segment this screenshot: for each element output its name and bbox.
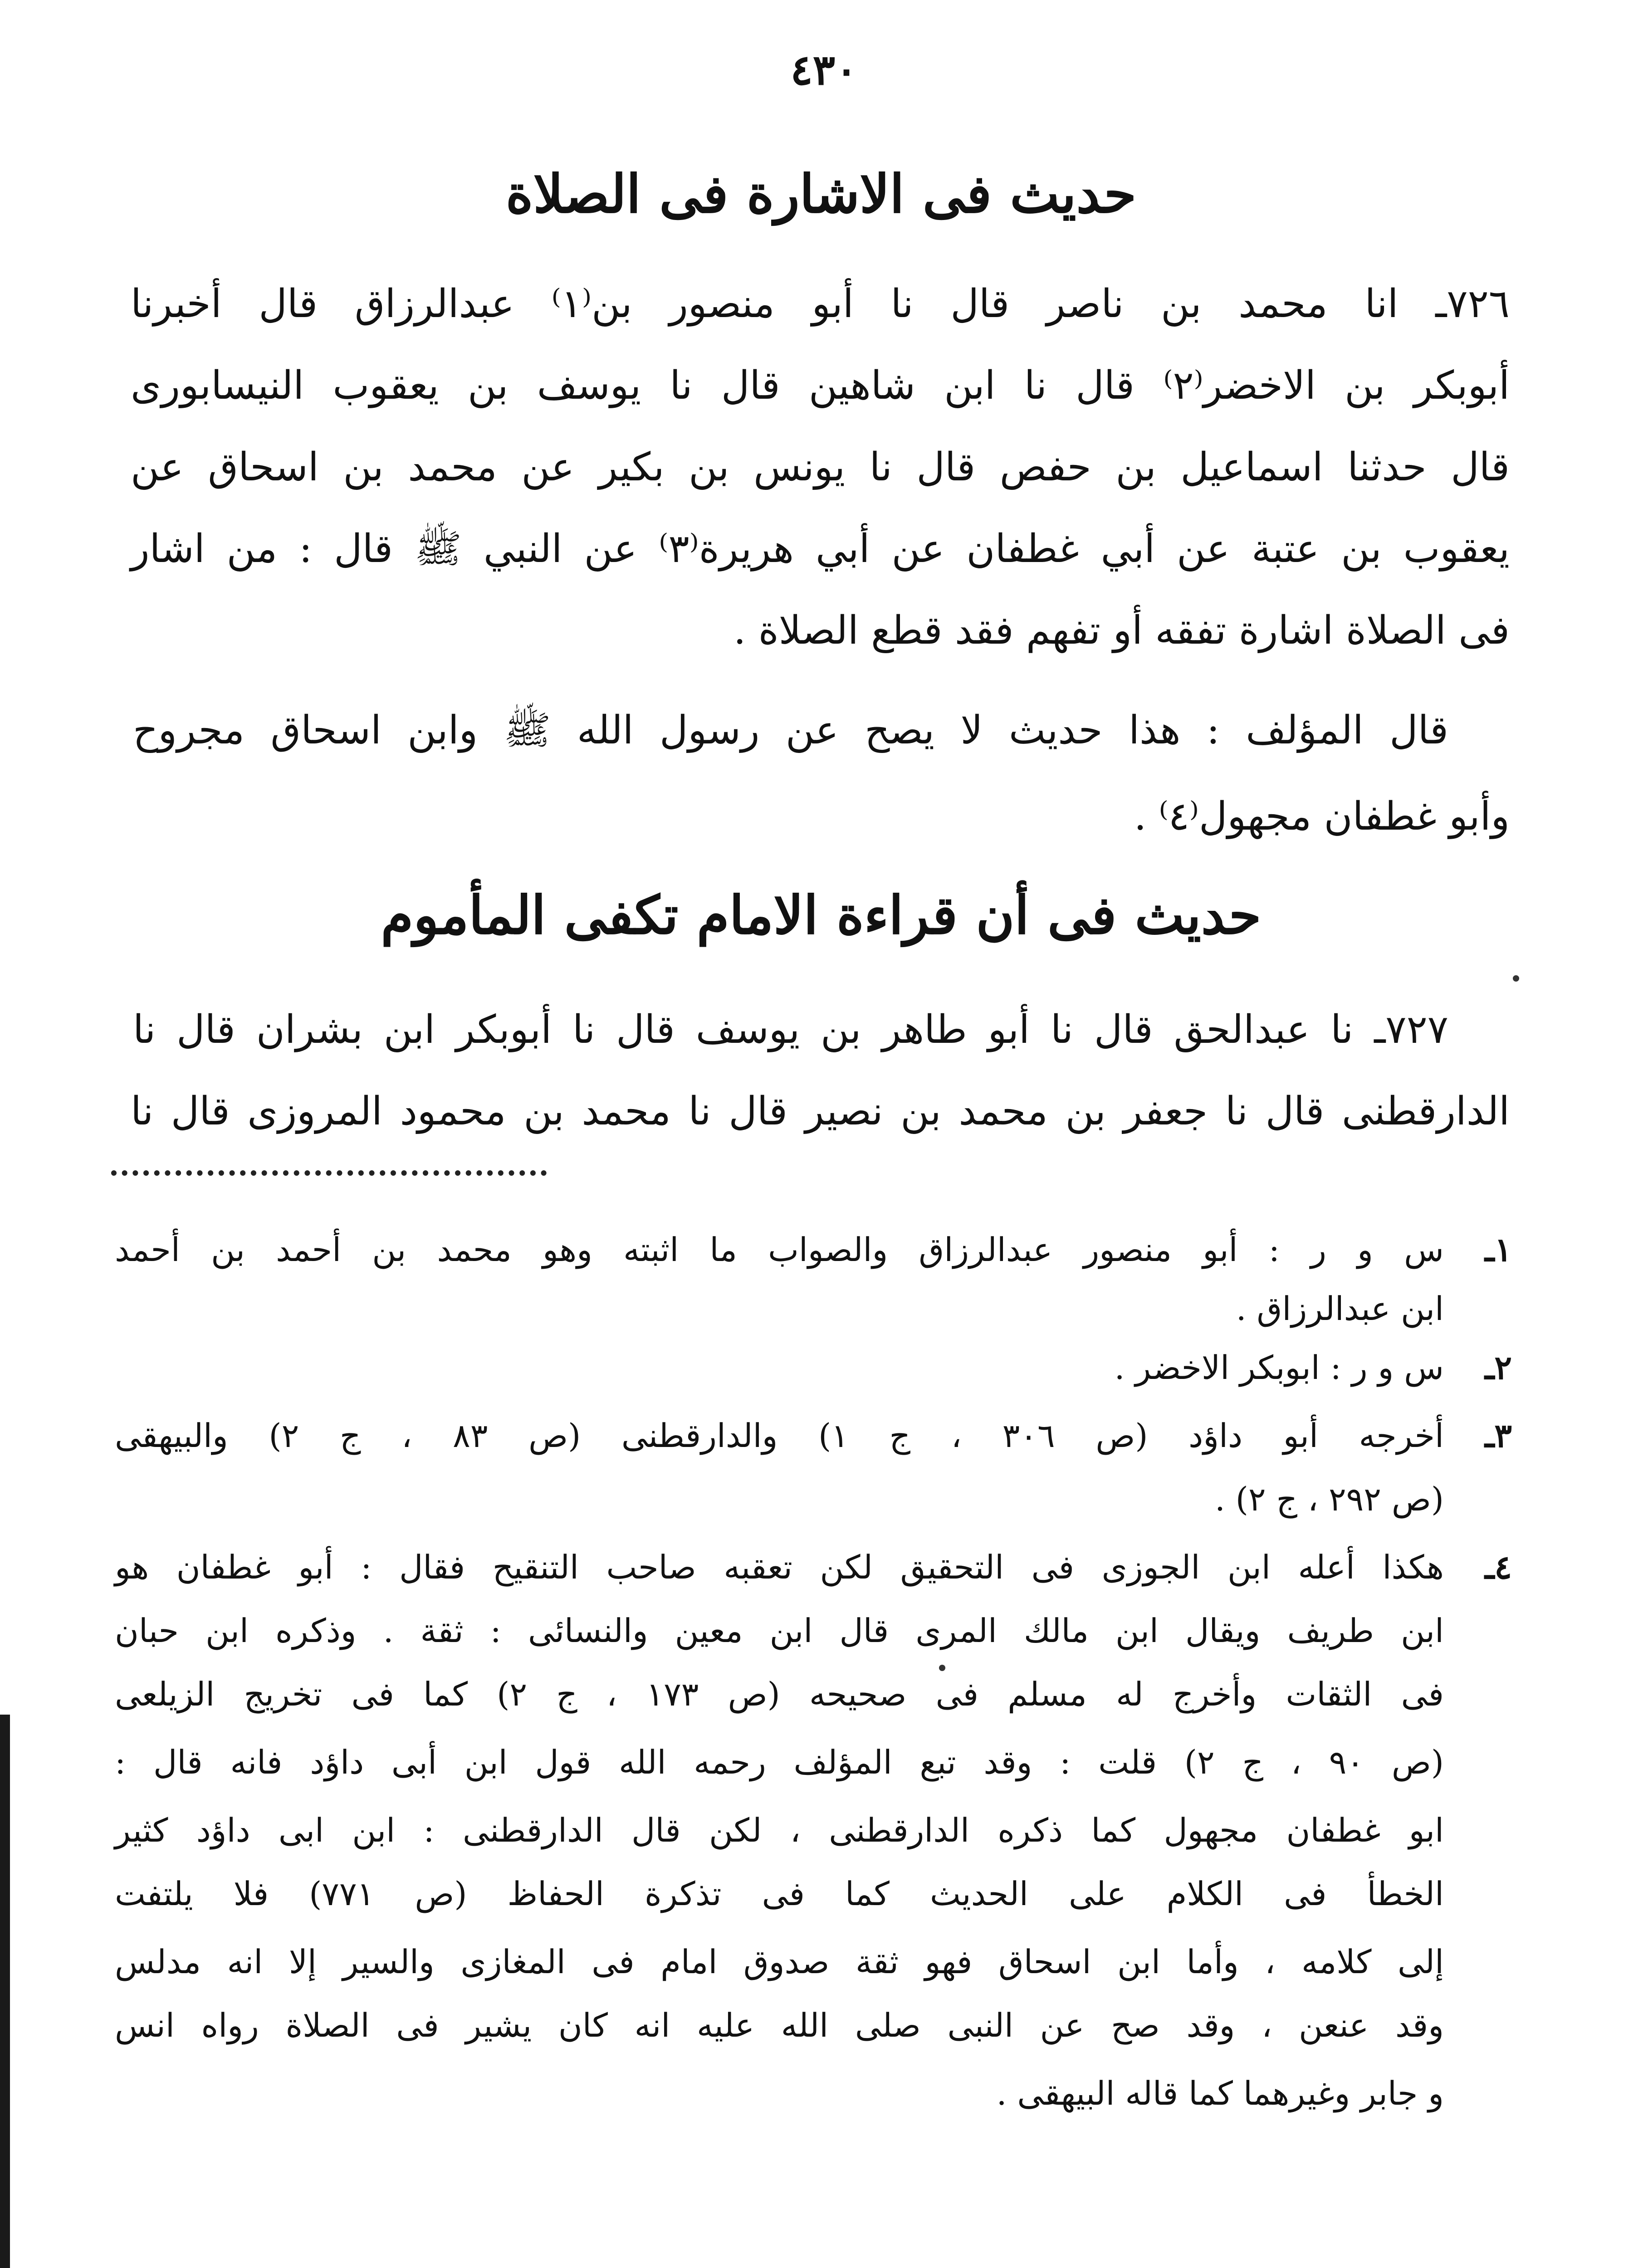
section-title-gesture-in-prayer: حديث فى الاشارة فى الصلاة bbox=[505, 163, 1137, 225]
footnote-item bbox=[115, 2068, 1512, 2118]
scan-binding-edge bbox=[0, 1715, 10, 2268]
hadith-726-line: ٧٢٦ـ انا محمد بن ناصر قال نا أبو منصور بن⁽١⁾ عبدالرزاق قال أخبرنا bbox=[131, 281, 1510, 327]
footnote-line: وقد عنعن ، وقد صح عن النبى صلى الله عليه انه كان يشير فى الصلاة رواه انس bbox=[115, 2006, 1444, 2044]
footnote-item bbox=[115, 1805, 1512, 1855]
footnote-line: فى الثقات وأخرج له مسلم فى صحيحه (ص ١٧٣ ، ج ٢) كما فى تخريج الزيلعى bbox=[115, 1675, 1444, 1713]
footnote-item bbox=[115, 1474, 1512, 1524]
footnote-line: ابن عبدالرزاق . bbox=[1236, 1290, 1444, 1328]
footnote-item bbox=[115, 1937, 1512, 1987]
footnote-number: ٤ـ bbox=[1485, 1548, 1512, 1586]
hadith-726-line: يعقوب بن عتبة عن أبي غطفان عن أبي هريرة⁽٣⁾ عن النبي ﷺ قال : من اشار bbox=[131, 526, 1510, 572]
footnote-line: إلى كلامه ، وأما ابن اسحاق فهو ثقة صدوق امام فى المغازى والسير إلا انه مدلس bbox=[115, 1943, 1444, 1981]
footnote-number: ١ـ bbox=[1485, 1230, 1512, 1269]
footnote-line: ابن طريف ويقال ابن مالك المرى قال ابن معين والنسائى : ثقة . وذكره ابن حبان bbox=[115, 1612, 1444, 1650]
footnote-item bbox=[115, 1411, 1512, 1461]
page-number: ٤٣٠ bbox=[790, 45, 858, 94]
footnote-item bbox=[115, 1225, 1512, 1275]
footnote-line: (ص ٩٠ ، ج ٢) قلت : وقد تبع المؤلف رحمه الله قول ابن أبى داؤد فانه قال : bbox=[115, 1743, 1444, 1781]
section-title-imam-recitation: حديث فى أن قراءة الامام تكفى المأموم bbox=[381, 885, 1262, 946]
footnote-item bbox=[115, 1284, 1512, 1334]
author-comment-line: وأبو غطفان مجهول⁽٤⁾ . bbox=[1134, 794, 1510, 839]
footnote-line: (ص ٢٩٢ ، ج ٢) . bbox=[1215, 1480, 1444, 1518]
footnote-line: الخطأ فى الكلام على الحديث كما فى تذكرة الحفاظ (ص ٧٧١) فلا يلتفت bbox=[115, 1875, 1444, 1913]
footnote-line: س و ر : أبو منصور عبدالرزاق والصواب ما اثبته وهو محمد بن أحمد بن أحمد bbox=[115, 1231, 1444, 1269]
hadith-727-line: الدارقطنى قال نا جعفر بن محمد بن نصير قال نا محمد بن محمود المروزى قال نا bbox=[131, 1089, 1510, 1134]
footnote-line: س و ر : ابوبكر الاخضر . bbox=[1114, 1349, 1444, 1387]
footnote-item bbox=[115, 1606, 1512, 1656]
footnote-line: هكذا أعله ابن الجوزى فى التحقيق لكن تعقبه صاحب التنقيح فقال : أبو غطفان هو bbox=[115, 1548, 1444, 1586]
footnote-item bbox=[115, 1542, 1512, 1592]
footnote-item bbox=[115, 1669, 1512, 1719]
footnote-line: و جابر وغيرهما كما قاله البيهقى . bbox=[996, 2074, 1444, 2112]
footnote-separator bbox=[111, 1170, 547, 1176]
footnote-number: ٢ـ bbox=[1485, 1348, 1512, 1387]
hadith-727-line: ٧٢٧ـ نا عبدالحق قال نا أبو طاهر بن يوسف قال نا أبوبكر ابن بشران قال نا bbox=[133, 1007, 1448, 1052]
footnote-item bbox=[115, 1869, 1512, 1919]
footnote-line: أخرجه أبو داؤد (ص ٣٠٦ ، ج ١) والدارقطنى (ص ٨٣ ، ج ٢) والبيهقى bbox=[115, 1417, 1444, 1455]
footnote-item bbox=[115, 2000, 1512, 2050]
footnote-number: ٣ـ bbox=[1485, 1416, 1512, 1455]
scan-speck bbox=[939, 1665, 945, 1671]
hadith-726-line: أبوبكر بن الاخضر⁽٢⁾ قال نا ابن شاهين قال نا يوسف بن يعقوب النيسابورى bbox=[131, 363, 1510, 408]
author-comment-line: قال المؤلف : هذا حديث لا يصح عن رسول الله ﷺ وابن اسحاق مجروح bbox=[133, 708, 1448, 753]
hadith-726-line: فى الصلاة اشارة تفقه أو تفهم فقد قطع الصلاة . bbox=[734, 608, 1510, 653]
footnote-item bbox=[115, 1343, 1512, 1393]
hadith-726-line: قال حدثنا اسماعيل بن حفص قال نا يونس بن بكير عن محمد بن اسحاق عن bbox=[131, 445, 1510, 490]
footnote-item bbox=[115, 1737, 1512, 1787]
scan-speck bbox=[1513, 975, 1519, 982]
footnote-line: ابو غطفان مجهول كما ذكره الدارقطنى ، لكن قال الدارقطنى : ابن ابى داؤد كثير bbox=[115, 1811, 1444, 1849]
